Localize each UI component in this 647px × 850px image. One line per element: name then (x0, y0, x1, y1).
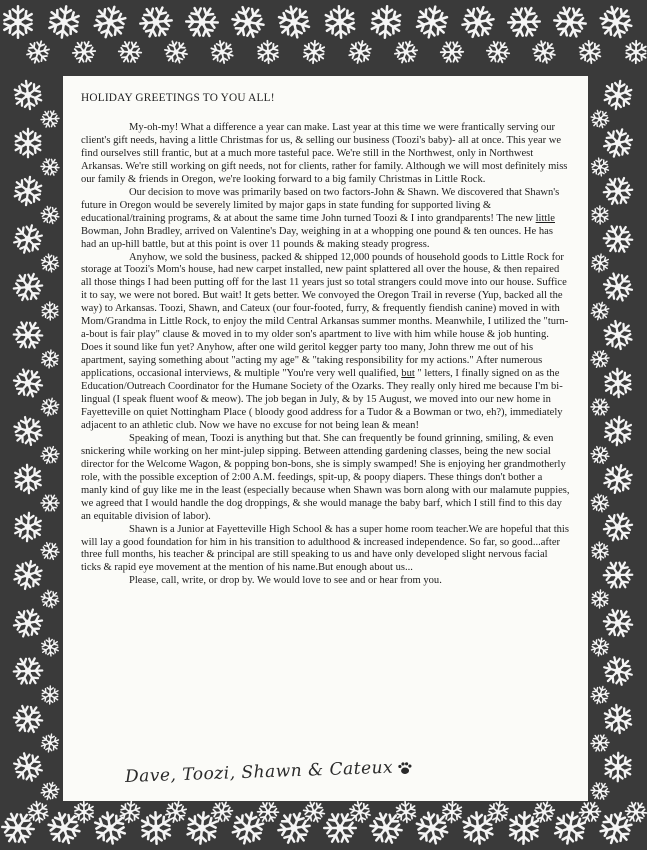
paragraph-move: Anyhow, we sold the business, packed & shipped 12,000 pounds of household goods to Little Rock for storage at Toozi's Mom's house, had new carpet installed, new paint splattered all over the house, & then repaired all those things I had been putting off for the last 11 years just so total strangers could move into our house. Suffice it to say, we were not bored. But wait! It gets better. We convoyed the Oregon Trail in reverse (Yup, backed all the way) to Arkansas. Toozi, Shawn, and Cateux (our four-footed, furry, & frequently fiendish canine) moved in with Mom/Grandma in Little Rock, to enjoy the mild Central Arkansas summer months. Meanwhile, I utilized the "turn-a-bout is fair play" clause & moved in to my older son's apartment to live with him while house & job hunting. Does it sound like fun yet? Anyhow, after one wild geritol kegger party too many, John threw me out of his apartment, saying something about "acting my age" & "taking responsibility for my actions." After numerous applications, occasional interviews, & multiple "You're very well qualified, but " letters, I finally signed on as the Education/Outreach Coordinator for the Humane Society of the Ozarks. They really only hired me because I'm bi-lingual (I speak fluent woof & meow). The job began in July, & by 15 August, we moved into our new home in Fayetteville on quiet Nottingham Place ( bloody good address for a Tudor & a Bowman or two, eh?), immediately adjacent to an athletic club. Now we have no excuse for not being lean & mean! (81, 251, 569, 431)
paragraph-toozi: Speaking of mean, Toozi is anything but that. She can frequently be found grinning, smiling, & even snickering while working on her mint-julep sipping. Between attending gardening classes, being the new social director for the Welcome Wagon, & popping bon-bons, she is simply swamped! She is enjoying her grandmotherly role, with the possible exception of 2:00 A.M. feedings, spit-up, & poopy diapers. These things don't bother a manly kind of guy like me in the least (especially because when Shawn was born along with our malamute puppies, we agreed that I would handle the dog droppings, & she would manage the baby barf, which I still find to this day an equitable division of labor). (81, 432, 570, 522)
paragraph-closing: Please, call, write, or drop by. We would love to see and or hear from you. (129, 575, 442, 587)
letter-heading: HOLIDAY GREETINGS TO YOU ALL! (81, 92, 275, 104)
paragraph-intro: My-oh-my! What a difference a year can make. Last year at this time we were frantically serving our client's gift needs, having a little Christmas for us, & selling our business (Toozi's baby)- all at once. This year we find ourselves still frantic, but at a much more tasteful pace. We're still in the Northwest, only in Northwest Arkansas. We're still working on gift needs, not for clients, rather for family. Although we will most definitely miss our family & friends in Oregon, we're looking forward to a big family Christmas in Little Rock. (81, 122, 568, 185)
handwritten-signature: Dave, Toozi, Shawn & Cateux (125, 757, 414, 787)
paragraph-decision: Our decision to move was primarily based on two factors-John & Shawn. We discovered that Shawn's future in Oregon would be severely limited by major gaps in state funding for supported living & educational/training programs, & at about the same time John turned Toozi & I into grandparents! The new little Bowman, John Bradley, arrived on Valentine's Day, weighing in at a whopping one pound & ten ounces. He has had an up-hill battle, but at this point is over 11 pounds & making steady progress. (81, 186, 560, 250)
paw-print-icon (397, 760, 413, 775)
letter-page (63, 76, 588, 801)
paragraph-shawn: Shawn is a Junior at Fayetteville High School & has a super home room teacher.We are hopeful that this will lay a good foundation for him in his transition to adulthood & increased independence. So far, so good...after three full months, his teacher & principal are still speaking to us and have only developed slight nervous facial ticks & rapid eye movement at the mention of his name.But enough about us... (81, 523, 569, 574)
